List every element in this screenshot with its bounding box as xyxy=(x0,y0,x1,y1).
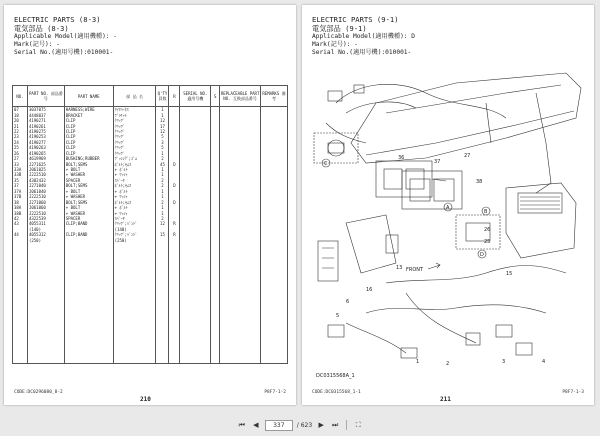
cell-part: J061025 xyxy=(27,167,64,172)
callout-d: D xyxy=(480,252,484,258)
cell-jp: ｸﾘｯﾌﾟ;ﾊﾞﾝﾄﾞ xyxy=(113,232,156,237)
cell-part: 4055312 xyxy=(27,232,64,237)
cell-no: 25 xyxy=(13,145,28,150)
front-arrow xyxy=(406,263,440,273)
detail-d xyxy=(456,215,500,249)
cell-jp: + ﾜｯｼｬ xyxy=(113,194,156,199)
cell-jp: ｸﾘｯﾌﾟ xyxy=(113,123,156,128)
cell-part: J222510 xyxy=(27,194,64,199)
detail-e xyxy=(318,241,338,281)
cell-no: 38 xyxy=(13,199,28,204)
cell-q: 1 xyxy=(156,210,169,215)
left-applicable-model: Applicable Model(適用機種): - xyxy=(14,33,117,40)
cell-jp: + ﾜｯｼｬ xyxy=(113,172,156,177)
callout-3: 3 xyxy=(502,359,506,365)
cell-no: 38B xyxy=(13,210,28,215)
cell-no: 22 xyxy=(13,129,28,134)
cell-name: CLIP xyxy=(64,151,113,156)
cell-no: 33 xyxy=(13,161,28,166)
page-number-input[interactable]: 337 xyxy=(265,420,293,431)
cell-q: 1 xyxy=(156,172,169,177)
cell-jp: ﾎﾞﾙﾄ;ｾﾑｽ xyxy=(113,161,156,166)
cell-no: 38A xyxy=(13,205,28,210)
cell-part: 4190263 xyxy=(27,145,64,150)
parts-diagram xyxy=(306,63,590,381)
cell-name: CLIP xyxy=(64,140,113,145)
callout-16: 16 xyxy=(366,287,373,293)
cell-name: CLIP xyxy=(64,123,113,128)
fullscreen-icon[interactable]: ⛶ xyxy=(355,420,361,429)
cell-name: CLIP;BAND xyxy=(64,232,113,237)
callout-6: 6 xyxy=(346,299,350,305)
cell-q: 1 xyxy=(156,167,169,172)
viewer-toolbar xyxy=(0,414,600,436)
cell-q: 1 xyxy=(156,205,169,210)
cell-q: 2 xyxy=(156,216,169,221)
col-replaceable: REPLACEABLE PART NO. 互換部品番号 xyxy=(220,86,261,107)
callout-a: A xyxy=(446,205,450,211)
control-box xyxy=(506,183,576,258)
cell-part: J271625 xyxy=(27,161,64,166)
cell-q: 1 xyxy=(156,107,169,113)
cell-name: + WASHER xyxy=(64,210,113,215)
left-page-title: ELECTRIC PARTS (8-3) xyxy=(14,15,101,24)
cell-ser xyxy=(180,357,211,363)
cell-r: D xyxy=(169,161,180,166)
cell-part: 4190277 xyxy=(27,140,64,145)
cell-jp: ｸﾘｯﾌﾟ xyxy=(113,129,156,134)
cell-name: BRACKET xyxy=(64,112,113,117)
cell-q: 1 xyxy=(156,151,169,156)
col-part-no: PART NO. 部品番号 xyxy=(27,86,64,107)
cell-jp: ﾌﾞﾗｹｯﾄ xyxy=(113,112,156,117)
cell-q: 12 xyxy=(156,221,169,226)
callout-37: 37 xyxy=(434,159,441,165)
first-page-button[interactable]: ⏮ xyxy=(238,420,245,429)
cell-part: 4448037 xyxy=(27,112,64,117)
callout-1: 1 xyxy=(416,359,420,365)
cell-name: SPACER xyxy=(64,178,113,183)
cell-no: 44 xyxy=(13,232,28,237)
cell-name: SPACER xyxy=(64,216,113,221)
callout-15: 15 xyxy=(506,271,513,277)
last-page-button[interactable]: ⏭ xyxy=(332,420,339,429)
cell-jp: ｸﾘｯﾌﾟ xyxy=(113,140,156,145)
cell-name: BOLT;SEMS xyxy=(64,161,113,166)
right-page-title: ELECTRIC PARTS (9-1) xyxy=(312,15,399,24)
col-serial-no: SERIAL NO. 適用号機 xyxy=(180,86,211,107)
cell-q: 12 xyxy=(156,118,169,123)
cell-jp: ﾎﾞﾙﾄ;ｾﾑｽ xyxy=(113,199,156,204)
left-mark: Mark(記号): - xyxy=(14,41,60,48)
cell-q: 3 xyxy=(156,140,169,145)
callout-26: 26 xyxy=(484,227,491,233)
cell-name: CLIP xyxy=(64,134,113,139)
callout-13: 13 xyxy=(396,265,403,271)
col-remarks: REMARKS 備考 xyxy=(261,86,288,107)
col-qty: Q'TY 員数 xyxy=(156,86,169,107)
cell-name: + WASHER xyxy=(64,194,113,199)
callout-c: C xyxy=(324,161,328,167)
cell-jp: ｸﾘｯﾌﾟ xyxy=(113,151,156,156)
col-s: S xyxy=(211,86,220,107)
cell-r: D xyxy=(169,199,180,204)
cell-no: 07 xyxy=(13,107,28,113)
left-serial: Serial No.(適用号機):010001- xyxy=(14,49,114,56)
right-mark: Mark(記号): - xyxy=(312,41,358,48)
cell-jp: ｸﾘｯﾌﾟ xyxy=(113,118,156,123)
right-page-header xyxy=(312,15,415,57)
cell-q: 17 xyxy=(156,123,169,128)
right-page-number: 211 xyxy=(440,396,451,403)
cell-part: (250) xyxy=(27,238,64,243)
cell-part: J271060 xyxy=(27,199,64,204)
cell-no: 42 xyxy=(13,216,28,221)
cell-q: 45 xyxy=(156,161,169,166)
cell-part: J271040 xyxy=(27,183,64,188)
callout-5: 5 xyxy=(336,313,340,319)
cell-jp: ｸﾘｯﾌﾟ xyxy=(113,134,156,139)
cell-part: J061060 xyxy=(27,205,64,210)
cell-name: CLIP xyxy=(64,145,113,150)
cell-part: 4190261 xyxy=(27,123,64,128)
cell-no: 37A xyxy=(13,189,28,194)
left-page-header xyxy=(14,15,117,57)
cell-no: 24 xyxy=(13,140,28,145)
cell-r: D xyxy=(169,183,180,188)
cell-name: BUSHING;RUBBER xyxy=(64,156,113,161)
cell-no: 23 xyxy=(13,134,28,139)
cell-q: 1 xyxy=(156,189,169,194)
callout-25: 25 xyxy=(484,239,491,245)
cell-no: 20 xyxy=(13,118,28,123)
left-page-code: CODE:DC0296080_8-2 xyxy=(14,390,63,395)
cell-name: CLIP xyxy=(64,118,113,123)
cell-name xyxy=(64,357,113,363)
cell-jp: ｸﾘｯﾌﾟ xyxy=(113,145,156,150)
cell-no: 26 xyxy=(13,151,28,156)
cell-part: 4190265 xyxy=(27,151,64,156)
col-no: NO. xyxy=(13,86,28,107)
right-serial: Serial No.(適用号機):010001- xyxy=(312,49,412,56)
cell-r xyxy=(169,357,180,363)
callout-27: 27 xyxy=(464,153,471,159)
col-rev: R xyxy=(169,86,180,107)
left-page-number: 210 xyxy=(140,396,151,403)
cell-name: + BOLT xyxy=(64,189,113,194)
cell-r: R xyxy=(169,232,180,237)
harness-bottom xyxy=(328,266,566,359)
cell-q: 2 xyxy=(156,183,169,188)
right-applicable-model: Applicable Model(適用機種): D xyxy=(312,33,415,40)
cell-q: 2 xyxy=(156,156,169,161)
callout-2: 2 xyxy=(446,361,450,367)
left-page-title-jp: 電気部品 (8-3) xyxy=(14,24,69,33)
cell-jp: ｸﾘｯﾌﾟ;ﾊﾞﾝﾄﾞ xyxy=(113,221,156,226)
cell-name: CLIP;BAND xyxy=(64,221,113,226)
cell-part: 4055311 xyxy=(27,221,64,226)
cell-no: 18 xyxy=(13,112,28,117)
left-page xyxy=(4,5,296,405)
prev-page-button[interactable]: ◀ xyxy=(253,421,259,429)
right-page xyxy=(302,5,594,405)
cell-name: + WASHER xyxy=(64,172,113,177)
cell-s xyxy=(211,357,220,363)
cell-jp: ｽﾍﾟｰｻ xyxy=(113,178,156,183)
cell-no: 35 xyxy=(13,178,28,183)
cell-q xyxy=(156,357,169,363)
cell-r: R xyxy=(169,221,180,226)
col-part-name-jp: 部 品 名 xyxy=(113,86,156,107)
callout-38: 38 xyxy=(476,179,483,185)
cell-name: BOLT;SEMS xyxy=(64,199,113,204)
diagram-code: DC0315568A_1 xyxy=(316,373,355,379)
cell-part: 4382432 xyxy=(27,178,64,183)
cell-part: 4322539 xyxy=(27,216,64,221)
cell-no: 43 xyxy=(13,221,28,226)
col-part-name: PART NAME xyxy=(64,86,113,107)
chassis-outline xyxy=(351,73,581,193)
cell-jp: + ﾎﾞﾙﾄ xyxy=(113,167,156,172)
cell-name: + BOLT xyxy=(64,167,113,172)
cell-jp: ﾎﾞﾙﾄ;ｾﾑｽ xyxy=(113,183,156,188)
cell-no: 33B xyxy=(13,172,28,177)
cell-q: 2 xyxy=(156,178,169,183)
cell-jp: (140) xyxy=(113,227,156,232)
cell-name: CLIP xyxy=(64,129,113,134)
cell-name: + BOLT xyxy=(64,205,113,210)
cell-jp: ﾜｲﾔﾊｰﾈｽ xyxy=(113,107,156,113)
cell-part: 4190275 xyxy=(27,129,64,134)
cell-part: J222510 xyxy=(27,210,64,215)
cell-no: 37B xyxy=(13,194,28,199)
cell-part: J061040 xyxy=(27,189,64,194)
cell-no xyxy=(13,357,28,363)
cell-jp: ﾌﾞｯｼﾝｸﾞ;ｺﾞﾑ xyxy=(113,156,156,161)
cell-jp xyxy=(113,357,156,363)
table-row xyxy=(13,357,288,363)
cell-jp: (250) xyxy=(113,238,156,243)
front-label: FRONT xyxy=(406,267,424,273)
next-page-button[interactable]: ▶ xyxy=(318,421,324,429)
cell-no: 27 xyxy=(13,156,28,161)
cell-q: 1 xyxy=(156,194,169,199)
fuse-box xyxy=(346,215,398,273)
left-page-ref: P8F7-1-2 xyxy=(264,390,286,395)
cell-part: (140) xyxy=(27,227,64,232)
cell-jp: + ﾎﾞﾙﾄ xyxy=(113,205,156,210)
cell-jp: ｽﾍﾟｰｻ xyxy=(113,216,156,221)
cell-rep xyxy=(220,357,261,363)
cell-part: 4619969 xyxy=(27,156,64,161)
detail-c xyxy=(314,133,358,163)
callout-4: 4 xyxy=(542,359,546,365)
cell-no: 21 xyxy=(13,123,28,128)
cell-part: J222510 xyxy=(27,172,64,177)
cell-jp: + ﾎﾞﾙﾄ xyxy=(113,189,156,194)
cell-q: 5 xyxy=(156,134,169,139)
parts-table xyxy=(12,85,288,364)
cell-q: 12 xyxy=(156,129,169,134)
cell-jp: + ﾜｯｼｬ xyxy=(113,210,156,215)
cell-q: 15 xyxy=(156,232,169,237)
cell-q: 2 xyxy=(156,199,169,204)
right-page-code: CODE:DC0315568_1-1 xyxy=(312,390,361,395)
cell-no: 37 xyxy=(13,183,28,188)
cell-part: 3037075 xyxy=(27,107,64,113)
cell-part xyxy=(27,357,64,363)
cell-q: 5 xyxy=(156,145,169,150)
cell-name: BOLT;SEMS xyxy=(64,183,113,188)
toolbar-divider xyxy=(346,420,347,430)
cell-part: 4190271 xyxy=(27,118,64,123)
right-page-ref: P8F7-1-3 xyxy=(562,390,584,395)
callout-b: B xyxy=(484,209,488,215)
cell-rem xyxy=(261,357,288,363)
callout-36: 36 xyxy=(398,155,405,161)
parts-table-header xyxy=(13,86,288,107)
cell-part: 4190253 xyxy=(27,134,64,139)
right-page-title-jp: 電気部品 (9-1) xyxy=(312,24,367,33)
cell-q: 1 xyxy=(156,112,169,117)
cell-name: HARNESS;WIRE xyxy=(64,107,113,113)
cell-no: 33A xyxy=(13,167,28,172)
total-pages: / 623 xyxy=(296,421,313,429)
